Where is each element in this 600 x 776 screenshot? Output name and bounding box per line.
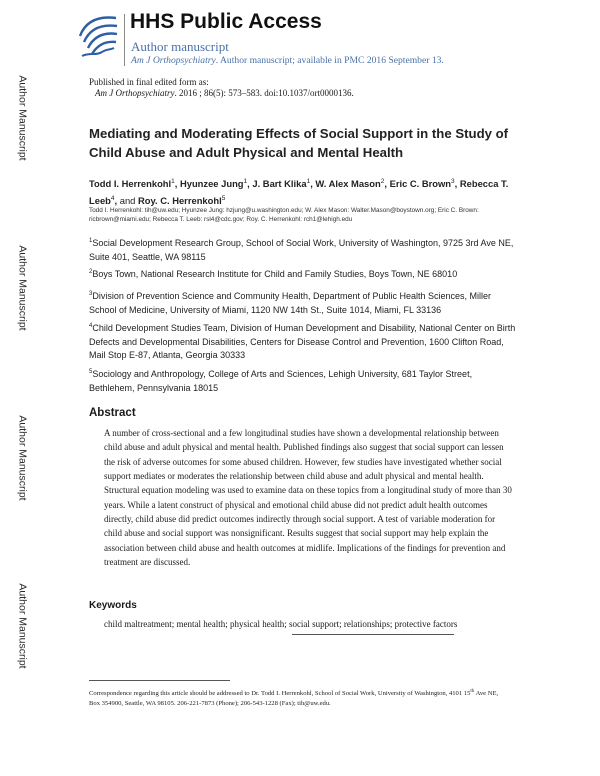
keywords-heading: Keywords	[89, 600, 137, 611]
affiliation: $^1$Social Development Research Group, School of Social Work, University of Washington, 9725 3rd Ave NE, Suite 401, Seattle, WA 98115	[89, 238, 514, 262]
hhs-header	[76, 10, 536, 66]
availability-line: Am J Orthopsychiatry. Author manuscript; available in PMC 2016 September 13.	[131, 55, 444, 66]
affiliation: $^4$Child Development Studies Team, Division of Human Development and Disability, National Center on Birth Defects and Developmental Disabilities, Centers for Disease Control and Prevention, 1600 Clifton Road, Mail Stop E-87, Atlanta, Georgia 30333	[89, 323, 516, 360]
hhs-title: HHS Public Access	[130, 10, 322, 33]
header-divider	[124, 14, 125, 66]
citation: Am J Orthopsychiatry. 2016 ; 86(5): 573–583. doi:10.1037/ort0000136.	[95, 88, 354, 98]
affiliation: $^3$Division of Prevention Science and Community Health, Department of Public Health Sciences, Miller School of Medicine, University of Miami, 1120 NW 14th St., Suite 1014, Miami, FL 33136	[89, 291, 492, 315]
author-name: J. Bart Klika	[252, 178, 307, 190]
keywords-text: child maltreatment; mental health; physical health; social support; relationships; protective factors	[104, 619, 458, 629]
abstract-text: A number of cross-sectional and a few longitudinal studies have shown a developmental relationship between child abuse and adult physical and mental health. Published findings also suggest that social support can lessen the risk of adverse outcomes for some abused children. However, few studies have investigated whether social support mediates or moderates the relationship between child abuse and adult physical and mental health. Structural equation modeling was used to examine data on these topics from a longitudinal study of more than 30 years. While a latent construct of physical and emotional child abuse did not predict adult health outcomes directly, child abuse did predict outcomes indirectly through social support. A test of variable moderation for child abuse and social support was nonsignificant. Results suggest that social support may help explain the association between child abuse and health outcomes at midlife. Implications of the findings for prevention and treatment are discussed.	[104, 428, 512, 568]
author-name: Eric C. Brown	[389, 178, 452, 190]
author-name: Hyunzee Jung	[179, 178, 244, 190]
author-emails: Todd I. Herrenkohl: tih@uw.edu; Hyunzee Jung: hzjung@u.washington.edu; W. Alex Mason: Walter.Mason@boystown.org; Eric C. Brown: ricbrown@miami.edu; Rebecca T. Leeb: rsl4@cdc.gov; Roy. C. Herrenkohl: rch1@lehigh.edu	[89, 207, 479, 223]
abstract-heading: Abstract	[89, 407, 136, 419]
published-label: Published in final edited form as:	[89, 77, 209, 87]
side-label: Author Manuscript	[17, 75, 29, 161]
side-label: Author Manuscript	[17, 245, 29, 331]
author-list: Todd I. Herrenkohl$^1$, Hyunzee Jung$^1$, J. Bart Klika$^1$, W. Alex Mason$^2$, Eric C. Brown$^3$, Rebecca T. Leeb$^4$, and Roy. C. Herrenkohl$^5$	[89, 178, 509, 207]
author-name: W. Alex Mason	[315, 178, 381, 190]
keywords-rule	[292, 634, 454, 635]
side-label: Author Manuscript	[17, 583, 29, 669]
author-name: Todd I. Herrenkohl	[89, 178, 172, 190]
footnote-rule	[89, 680, 230, 681]
affiliation: $^5$Sociology and Anthropology, College of Arts and Sciences, Lehigh University, 681 Taylor Street, Bethlehem, Pennsylvania 18015	[89, 369, 473, 393]
author-name: Rebecca T. Leeb	[89, 178, 509, 207]
hhs-eagle-logo-icon	[76, 12, 120, 60]
author-name: Roy. C. Herrenkohl	[138, 195, 222, 207]
author-manuscript-label: Author manuscript	[131, 39, 229, 54]
correspondence-note: Correspondence regarding this article should be addressed to Dr. Todd I. Herrenkohl, School of Social Work, University of Washington, 4101 15th Ave NE, Box 354900, Seattle, WA 98105. 206-221-7873 (Phone); 206-543-1228 (Fax); tih@uw.edu.	[89, 689, 499, 707]
article-title: Mediating and Moderating Effects of Social Support in the Study of Child Abuse and Adult Physical and Mental Health	[89, 126, 509, 160]
affiliation: $^2$Boys Town, National Research Institute for Child and Family Studies, Boys Town, NE 68010	[89, 269, 458, 279]
side-label: Author Manuscript	[17, 415, 29, 501]
